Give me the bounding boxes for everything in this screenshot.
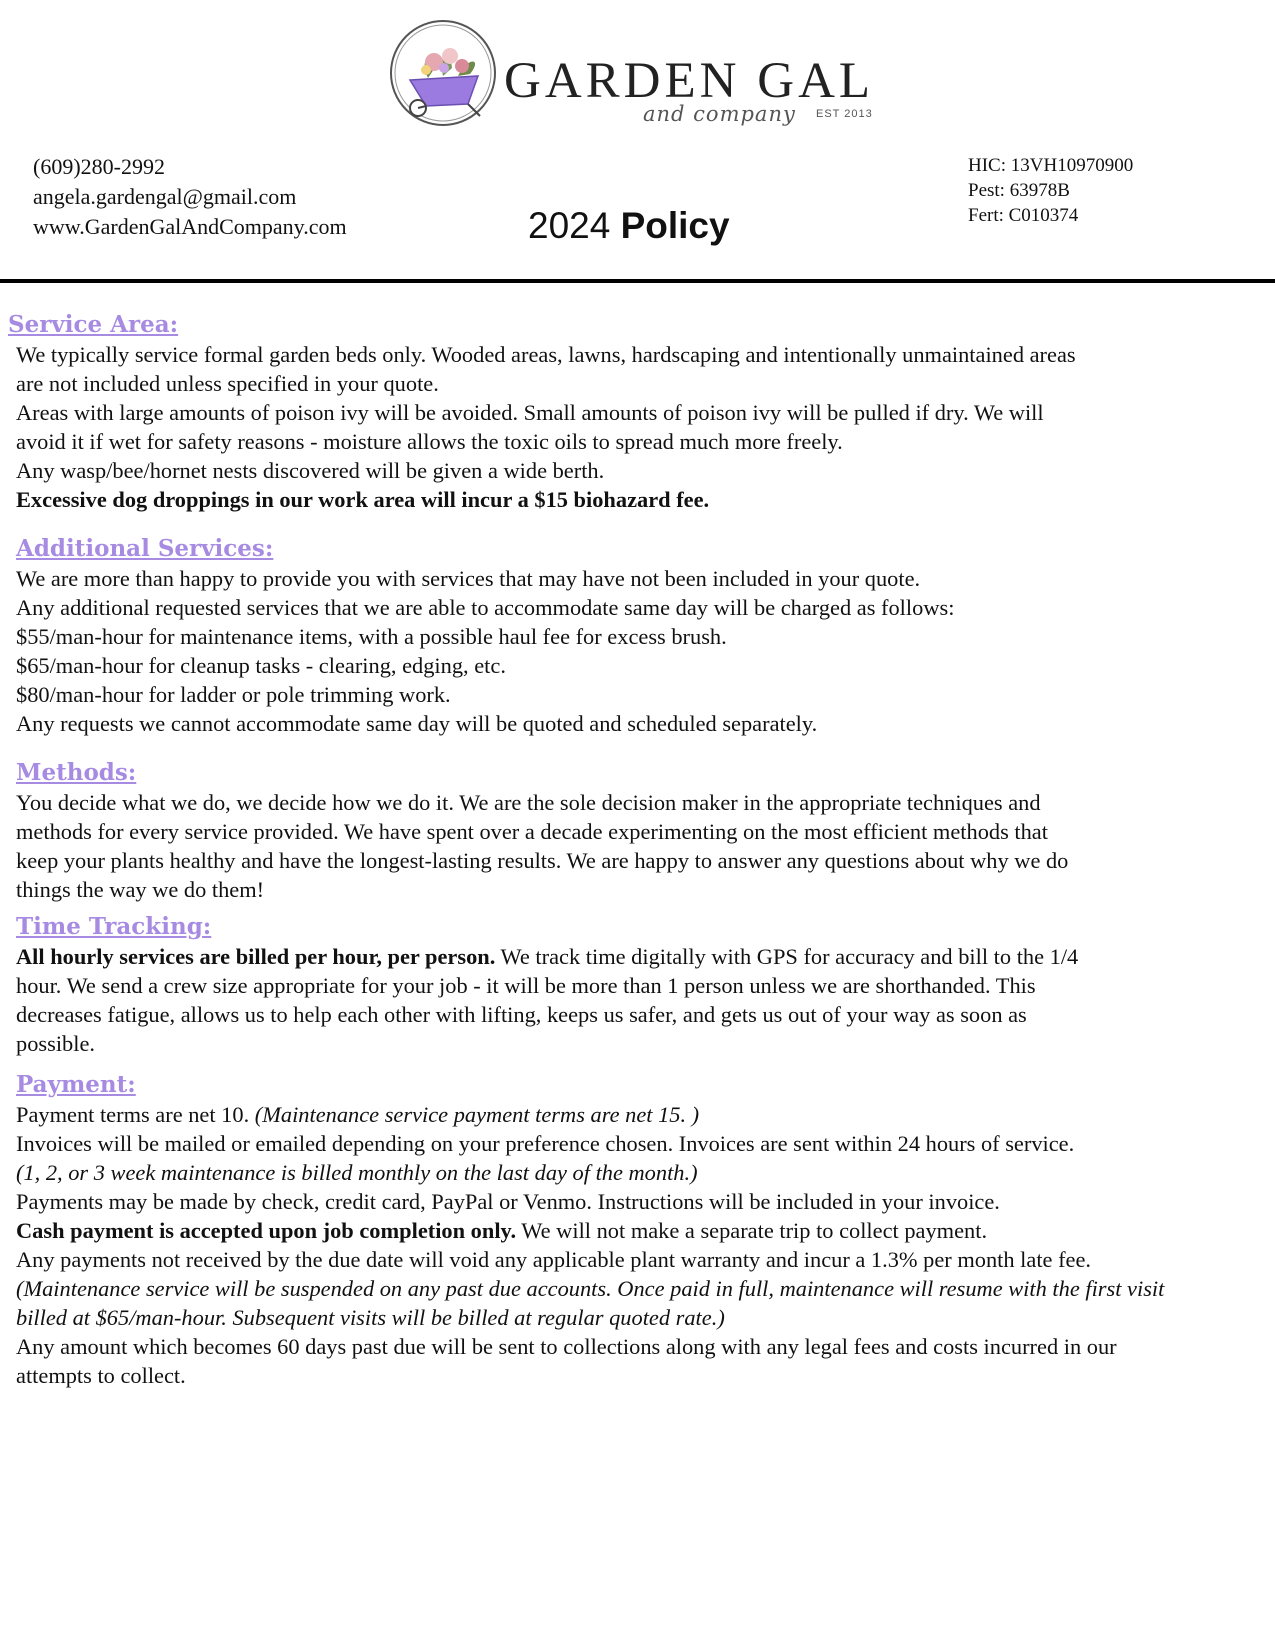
italic-note: (Maintenance service will be suspended on any past due accounts. Once paid in full, maintenance will resume with the first visit (16, 1276, 1165, 1301)
text-span: Payment terms are net 10. (16, 1102, 255, 1127)
italic-note: billed at $65/man-hour. Subsequent visits will be billed at regular quoted rate.) (16, 1305, 725, 1330)
text-line (16, 942, 1261, 971)
text-line: decreases fatigue, allows us to help each other with lifting, keeps us safer, and gets us out of your way as soon as (16, 1002, 1027, 1027)
rate-line: $65/man-hour for cleanup tasks - clearing, edging, etc. (16, 653, 506, 678)
text-line: possible. (16, 1031, 95, 1056)
text-line: things the way we do them! (16, 877, 265, 902)
billing-rule: All hourly services are billed per hour, per person. (16, 944, 496, 969)
text-line: Invoices will be mailed or emailed depending on your preference chosen. Invoices are sent within 24 hours of service. (16, 1131, 1075, 1156)
text-line: methods for every service provided. We have spent over a decade experimenting on the most efficient methods that (16, 819, 1048, 844)
title-word: Policy (620, 205, 730, 246)
text-line: Any amount which becomes 60 days past due will be sent to collections along with any legal fees and costs incurred in our (16, 1334, 1117, 1359)
section-service-area (8, 310, 1261, 514)
email-address: angela.gardengal@gmail.com (33, 184, 297, 209)
website-url: www.GardenGalAndCompany.com (33, 214, 347, 239)
section-additional-services (16, 534, 1261, 738)
rate-line: $80/man-hour for ladder or pole trimming work. (16, 682, 451, 707)
wheelbarrow-logo-icon (388, 18, 498, 128)
section-heading: Additional Services: (16, 535, 274, 562)
text-line: Any payments not received by the due date will void any applicable plant warranty and incur a 1.3% per month late fee. (16, 1247, 1092, 1272)
text-line (16, 1100, 1261, 1129)
policy-body (8, 310, 1261, 1410)
text-line: Any requests we cannot accommodate same day will be quoted and scheduled separately. (16, 711, 818, 736)
phone-number: (609)280-2992 (33, 154, 165, 179)
text-span: We will not make a separate trip to collect payment. (516, 1218, 988, 1243)
text-line: are not included unless specified in your quote. (16, 371, 439, 396)
text-line: Any wasp/bee/hornet nests discovered will be given a wide berth. (16, 458, 605, 483)
biohazard-fee-note: Excessive dog droppings in our work area will incur a $15 biohazard fee. (16, 487, 710, 512)
page-title (528, 205, 730, 247)
title-year: 2024 (528, 205, 611, 246)
hic-license: HIC: 13VH10970900 (968, 155, 1134, 176)
text-line: You decide what we do, we decide how we do it. We are the sole decision maker in the appropriate techniques and (16, 790, 1041, 815)
text-line: Payments may be made by check, credit card, PayPal or Venmo. Instructions will be included in your invoice. (16, 1189, 1000, 1214)
section-time-tracking (16, 912, 1261, 1058)
text-line: We typically service formal garden beds only. Wooded areas, lawns, hardscaping and intentionally unmaintained areas (16, 342, 1076, 367)
license-block (968, 153, 1133, 228)
section-heading: Methods: (16, 759, 137, 786)
text-line: Areas with large amounts of poison ivy will be avoided. Small amounts of poison ivy will be pulled if dry. We will (16, 400, 1044, 425)
italic-note: (Maintenance service payment terms are net 15. ) (254, 1102, 700, 1127)
italic-note: (1, 2, or 3 week maintenance is billed monthly on the last day of the month.) (16, 1160, 698, 1185)
brand-established: EST 2013 (816, 108, 873, 120)
text-line: attempts to collect. (16, 1363, 186, 1388)
section-payment (16, 1070, 1261, 1390)
section-methods (16, 758, 1261, 904)
rate-line: $55/man-hour for maintenance items, with a possible haul fee for excess brush. (16, 624, 727, 649)
header-divider (0, 279, 1275, 283)
letterhead (0, 0, 1275, 280)
pest-license: Pest: 63978B (968, 180, 1070, 201)
section-heading: Service Area: (8, 311, 179, 338)
text-line: Any additional requested services that we are able to accommodate same day will be charged as follows: (16, 595, 955, 620)
text-line: We are more than happy to provide you with services that may have not been included in your quote. (16, 566, 921, 591)
brand-name: GARDEN GAL (504, 53, 875, 109)
text-line: hour. We send a crew size appropriate for your job - it will be more than 1 person unless we are shorthanded. This (16, 973, 1036, 998)
text-span: We track time digitally with GPS for accuracy and bill to the 1/4 (495, 944, 1079, 969)
section-heading: Time Tracking: (16, 913, 212, 940)
text-line (16, 1216, 1261, 1245)
company-logo (388, 18, 898, 138)
brand-tagline: and company (643, 102, 796, 126)
contact-block (33, 152, 347, 242)
cash-payment-rule: Cash payment is accepted upon job completion only. (16, 1218, 517, 1243)
fert-license: Fert: C010374 (968, 205, 1079, 226)
section-heading: Payment: (16, 1071, 136, 1098)
text-line: avoid it if wet for safety reasons - moisture allows the toxic oils to spread much more freely. (16, 429, 843, 454)
text-line: keep your plants healthy and have the longest-lasting results. We are happy to answer any questions about why we do (16, 848, 1069, 873)
